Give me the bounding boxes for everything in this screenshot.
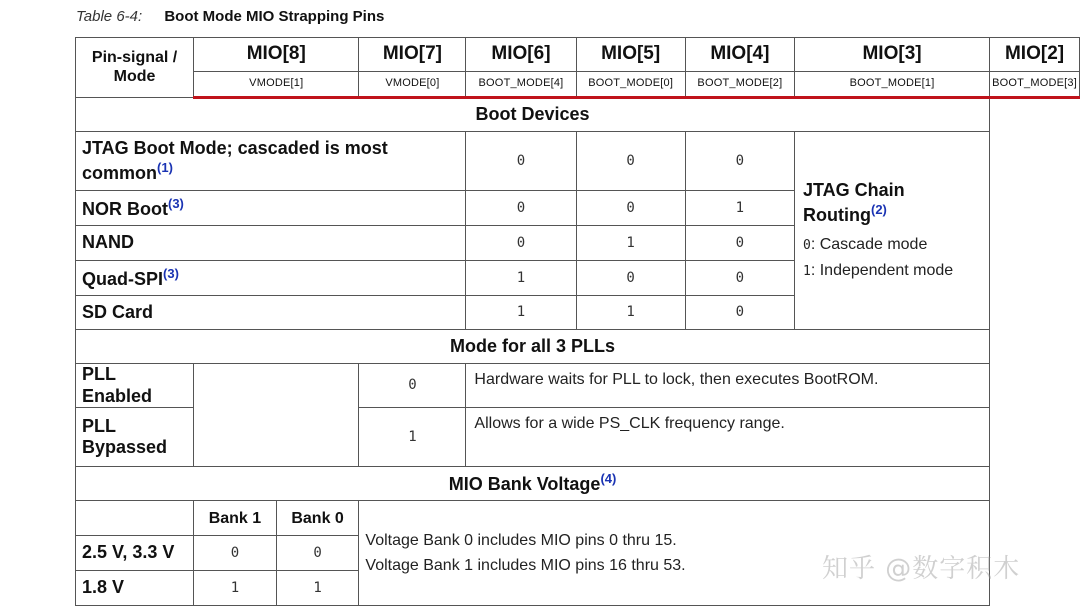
signal-boot-mode0: BOOT_MODE[0] — [576, 72, 685, 98]
cell-value: 0 — [685, 261, 794, 296]
section-row — [76, 330, 1080, 364]
label-text: Quad-SPI — [82, 268, 164, 289]
header-mio6: MIO[6] — [466, 38, 576, 72]
voltage-desc-line: Voltage Bank 1 includes MIO pins 16 thru 53. — [365, 557, 686, 575]
header-row — [76, 38, 1080, 72]
cell-value: 0 — [685, 132, 794, 191]
label-line: PLL — [82, 415, 116, 436]
footnote-ref: (3) — [167, 195, 184, 211]
label-text: SD Card — [82, 301, 154, 322]
label-line: Bypassed — [82, 437, 168, 458]
cell-value: 1 — [276, 571, 359, 606]
row-label-1v8: 1.8 V — [76, 571, 194, 606]
header-mio5: MIO[5] — [576, 38, 685, 72]
cell-value: 1 — [466, 261, 576, 296]
row-label-quad-spi — [76, 261, 466, 296]
header-first-line1: Pin-signal / — [91, 49, 178, 67]
chain-option-code: 0 — [803, 238, 811, 254]
row-label-2v5-3v3: 2.5 V, 3.3 V — [76, 536, 194, 571]
cell-value: 1 — [576, 226, 685, 261]
row-label-pll-enabled: PLL Enabled — [76, 364, 194, 408]
cell-value: 1 — [685, 191, 794, 226]
pll-bypassed-desc: Allows for a wide PS_CLK frequency range. — [466, 408, 990, 467]
cell-value: 0 — [466, 226, 576, 261]
voltage-desc-line: Voltage Bank 0 includes MIO pins 0 thru 15. — [365, 532, 677, 550]
header-mio4: MIO[4] — [685, 38, 794, 72]
table-row — [76, 132, 1080, 191]
header-pin-signal-mode — [76, 38, 194, 98]
table-number: Table 6-4: — [76, 8, 143, 25]
section-boot-devices: Boot Devices — [76, 98, 990, 132]
row-label-nand — [76, 226, 466, 261]
cell-value: 0 — [685, 296, 794, 330]
cell-value: 0 — [685, 226, 794, 261]
section-row — [76, 467, 1080, 501]
signal-vmode1: VMODE[1] — [194, 72, 359, 98]
cell-value: 0 — [466, 132, 576, 191]
table-row — [76, 364, 1080, 408]
table-caption — [76, 8, 384, 25]
signal-boot-mode3: BOOT_MODE[3] — [990, 72, 1080, 98]
chain-option-text: : Independent mode — [810, 262, 954, 280]
cell-value: 1 — [194, 571, 277, 606]
table-title: Boot Mode MIO Strapping Pins — [164, 8, 385, 25]
footnote-ref: (4) — [600, 471, 617, 487]
section-title: MIO Bank Voltage — [448, 474, 601, 495]
chain-option-cascade — [803, 232, 983, 258]
header-signal-row — [76, 72, 1080, 98]
header-mio7: MIO[7] — [359, 38, 466, 72]
header-mio2: MIO[2] — [990, 38, 1080, 72]
row-label-jtag — [76, 132, 466, 191]
jtag-chain-title-line — [803, 180, 983, 226]
jtag-chain-options — [803, 232, 983, 284]
pll-enabled-desc: Hardware waits for PLL to lock, then executes BootROM. — [466, 364, 990, 408]
signal-boot-mode2: BOOT_MODE[2] — [685, 72, 794, 98]
cell-value: 0 — [576, 191, 685, 226]
cell-value: 0 — [194, 536, 277, 571]
cell-value: 1 — [466, 296, 576, 330]
label-text: JTAG Boot Mode; cascaded is most common — [82, 137, 388, 183]
cell-value: 1 — [359, 408, 466, 467]
chain-option-code: 1 — [803, 264, 811, 280]
boot-mode-table — [75, 37, 1080, 606]
cell-value: 0 — [466, 191, 576, 226]
chain-option-text: : Cascade mode — [810, 236, 928, 254]
footnote-ref: (2) — [870, 201, 887, 217]
section-row — [76, 98, 1080, 132]
bank0-header: Bank 0 — [276, 501, 359, 536]
cell-value: 0 — [576, 261, 685, 296]
cell-value: 0 — [276, 536, 359, 571]
signal-boot-mode4: BOOT_MODE[4] — [466, 72, 576, 98]
signal-boot-mode1: BOOT_MODE[1] — [795, 72, 990, 98]
table-row — [76, 501, 1080, 536]
bank1-header: Bank 1 — [194, 501, 277, 536]
chain-option-independent — [803, 258, 983, 284]
jtag-chain-routing-cell — [795, 132, 990, 330]
section-mio-bank-voltage — [76, 467, 990, 501]
header-mio8: MIO[8] — [194, 38, 359, 72]
footnote-ref: (1) — [157, 159, 173, 175]
header-mio3: MIO[3] — [795, 38, 990, 72]
cell-value: 1 — [576, 296, 685, 330]
jtag-chain-title: JTAG Chain Routing — [803, 180, 905, 225]
empty-cell — [194, 364, 359, 467]
cell-value: 0 — [576, 132, 685, 191]
row-label-sd-card — [76, 296, 466, 330]
signal-vmode0: VMODE[0] — [359, 72, 466, 98]
section-pll-mode: Mode for all 3 PLLs — [76, 330, 990, 364]
empty-cell — [76, 501, 194, 536]
row-label-nor — [76, 191, 466, 226]
cell-value: 0 — [359, 364, 466, 408]
zhihu-watermark: 知乎 @数字积木 — [822, 554, 1021, 584]
label-text: NAND — [82, 232, 134, 253]
row-label-pll-bypassed — [76, 408, 194, 467]
label-text: NOR Boot — [82, 198, 168, 219]
header-first-line2: Mode — [113, 67, 156, 85]
footnote-ref: (3) — [163, 265, 179, 281]
